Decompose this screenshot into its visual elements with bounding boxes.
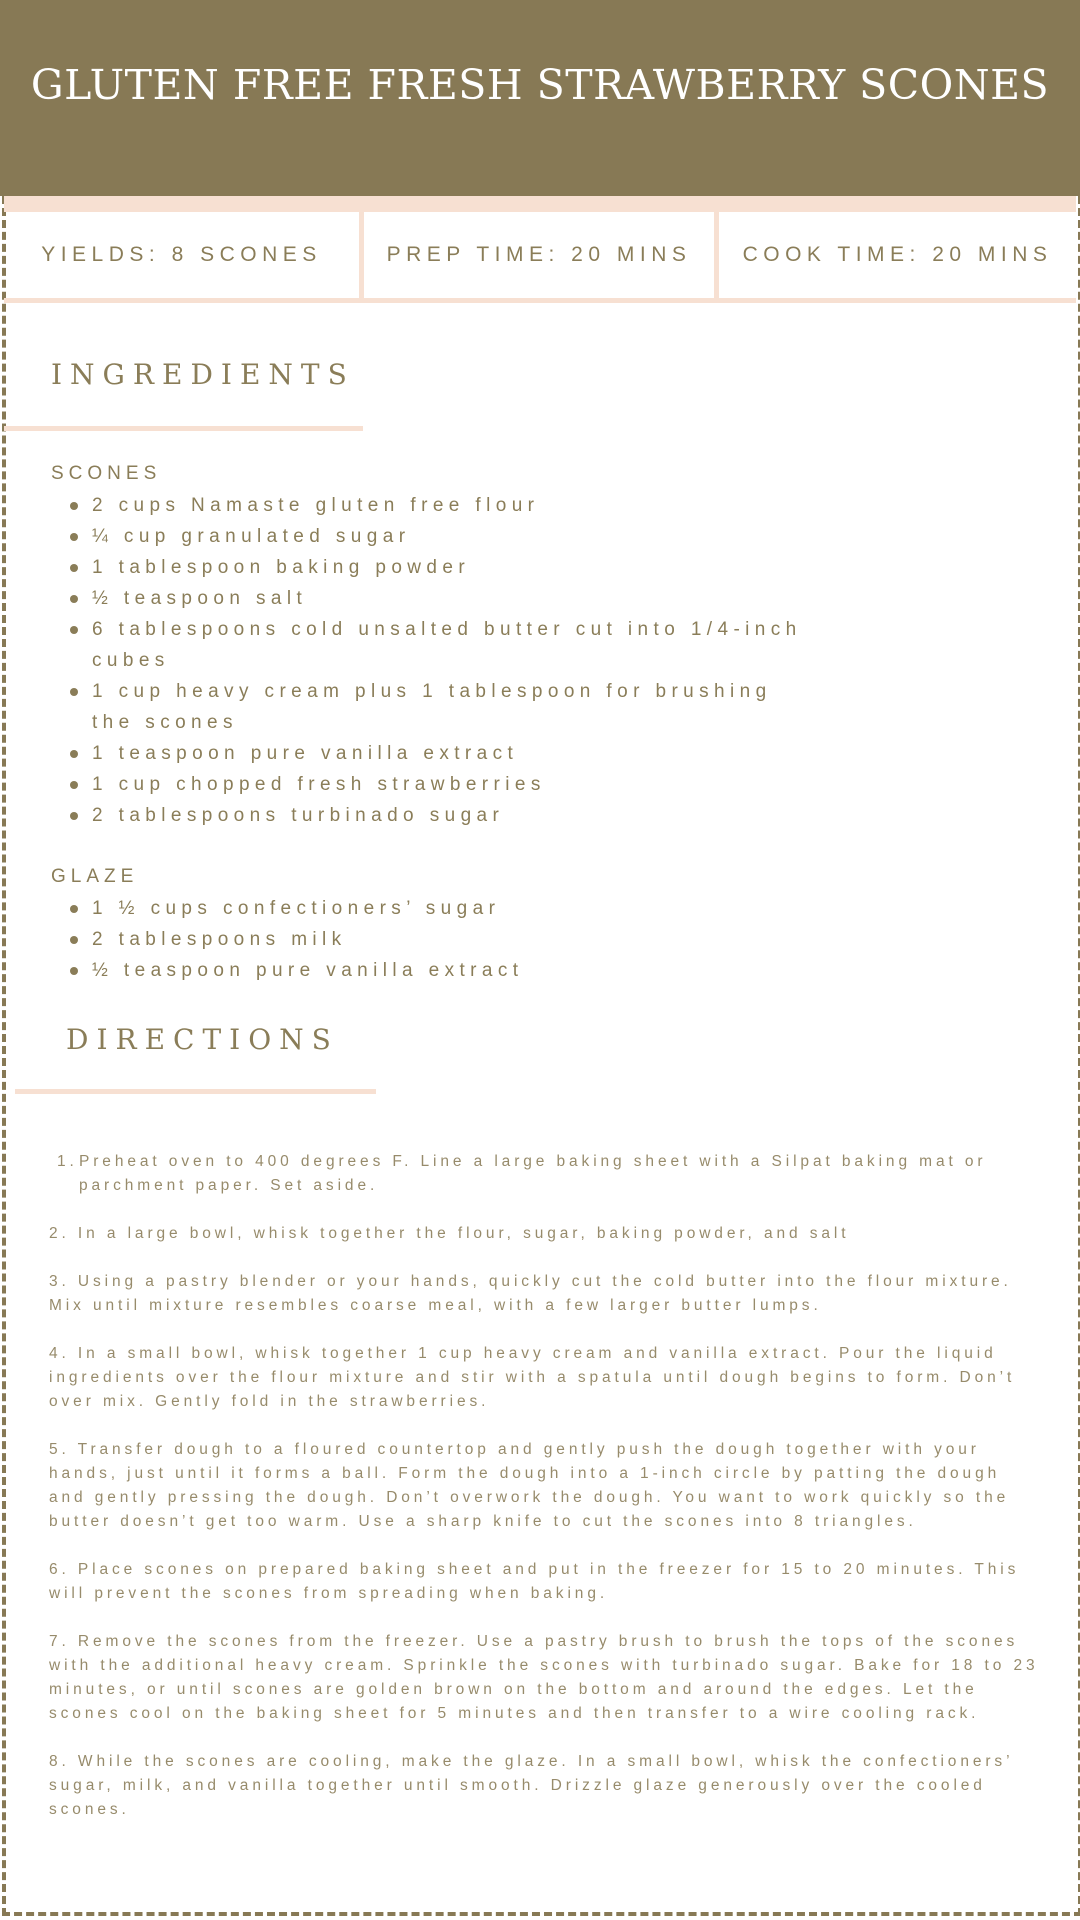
ingredient-item: 1 tablespoon baking powder	[52, 552, 812, 583]
direction-step: 2. In a large bowl, whisk together the flour, sugar, baking powder, and salt	[49, 1225, 850, 1242]
glaze-ingredient-list	[52, 893, 812, 986]
direction-step: 6. Place scones on prepared baking sheet and put in the freezer for 15 to 20 minutes. This will prevent the scones from spreading when baking.	[49, 1561, 1020, 1602]
ingredient-item: ¼ cup granulated sugar	[52, 521, 812, 552]
ingredients-underline	[4, 426, 363, 431]
directions-list	[49, 1150, 1039, 1846]
ingredient-item: 2 cups Namaste gluten free flour	[52, 490, 812, 521]
direction-step	[49, 1150, 1039, 1198]
ingredients-heading: INGREDIENTS	[51, 358, 355, 391]
ingredient-item: 1 cup heavy cream plus 1 tablespoon for brushing the scones	[52, 676, 812, 738]
recipe-header	[0, 0, 1080, 196]
direction-step: 3. Using a pastry blender or your hands, quickly cut the cold butter into the flour mixture. Mix until mixture resembles coarse meal, with a few larger butter lumps.	[49, 1273, 1012, 1314]
ingredient-item: 6 tablespoons cold unsalted butter cut into 1/4-inch cubes	[52, 614, 812, 676]
directions-heading: DIRECTIONS	[66, 1023, 339, 1056]
scones-group-title: SCONES	[51, 463, 162, 484]
ingredient-item: 1 cup chopped fresh strawberries	[52, 769, 812, 800]
direction-step: 4. In a small bowl, whisk together 1 cup heavy cream and vanilla extract. Pour the liquid ingredients over the flour mixture and stir with a spatula until dough begins to form. Don’t over mix. Gently fold in the strawberries.	[49, 1345, 1016, 1410]
directions-underline	[15, 1089, 376, 1094]
ingredient-item: 2 tablespoons turbinado sugar	[52, 800, 812, 831]
ingredient-item: ½ teaspoon salt	[52, 583, 812, 614]
cook-time-label: COOK TIME: 20 MINS	[742, 243, 1053, 266]
scones-ingredient-list	[52, 490, 812, 831]
ingredient-item: ½ teaspoon pure vanilla extract	[52, 955, 812, 986]
yields-label: YIELDS: 8 SCONES	[41, 243, 322, 266]
step-text: Preheat oven to 400 degrees F. Line a large baking sheet with a Silpat baking mat or parchment paper. Set aside.	[79, 1153, 987, 1194]
ingredient-item: 1 teaspoon pure vanilla extract	[52, 738, 812, 769]
direction-step: 5. Transfer dough to a floured countertop and gently push the dough together with your hands, just until it forms a ball. Form the dough into a 1-inch circle by patting the dough and gently pressing the dough. Don’t overwork the dough. You want to work quickly so the butter doesn’t get too warm. Use a sharp knife to cut the scones into 8 triangles.	[49, 1441, 1010, 1530]
recipe-title: GLUTEN FREE FRESH STRAWBERRY SCONES	[30, 61, 1050, 109]
prep-time-label: PREP TIME: 20 MINS	[386, 243, 692, 266]
ingredient-item: 1 ½ cups confectioners’ sugar	[52, 893, 812, 924]
header-divider	[4, 196, 1076, 212]
glaze-group-title: GLAZE	[51, 866, 139, 887]
direction-step: 7. Remove the scones from the freezer. Use a pastry brush to brush the tops of the scones with the additional heavy cream. Sprinkle the scones with turbinado sugar. Bake for 18 to 23 minutes, or until scones are golden brown on the bottom and around the edges. Let the scones cool on the baking sheet for 5 minutes and then transfer to a wire cooling rack.	[49, 1633, 1039, 1722]
recipe-meta-bar	[4, 212, 1076, 303]
direction-step: 8. While the scones are cooling, make the glaze. In a small bowl, whisk the confectioners’ sugar, milk, and vanilla together until smooth. Drizzle glaze generously over the cooled scones.	[49, 1753, 1013, 1818]
step-number: 1.	[57, 1153, 78, 1170]
ingredient-item: 2 tablespoons milk	[52, 924, 812, 955]
